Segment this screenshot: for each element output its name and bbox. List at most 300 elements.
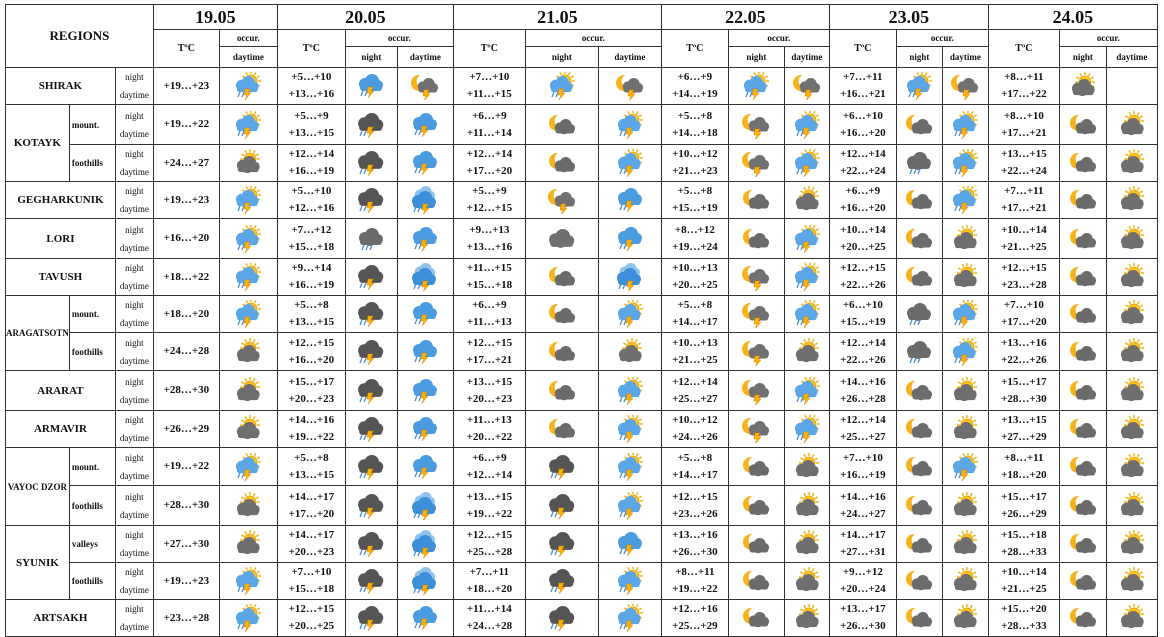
weather-cell bbox=[219, 333, 277, 371]
moon-cloud-icon bbox=[904, 567, 934, 595]
weather-cell bbox=[598, 296, 661, 333]
cloud-icon bbox=[547, 225, 577, 253]
weather-cell bbox=[525, 219, 598, 259]
weather-cell bbox=[345, 371, 397, 411]
temp-cell bbox=[453, 371, 525, 411]
daytime-temp: +19…+22 bbox=[288, 431, 335, 443]
temp-header: TºC bbox=[988, 30, 1059, 68]
night-temp: +15…+17 bbox=[288, 375, 335, 388]
moon-storm-icon bbox=[410, 72, 440, 100]
night-temp: +10…+12 bbox=[672, 148, 718, 160]
weather-cell bbox=[397, 219, 453, 259]
heavy-storm-icon bbox=[410, 567, 440, 595]
daytime-temp: +18…+20 bbox=[1001, 468, 1047, 481]
weather-cell bbox=[1059, 259, 1106, 296]
moon-storm-icon bbox=[950, 72, 980, 100]
sun-storm-icon bbox=[904, 72, 934, 100]
sun-storm-icon bbox=[233, 225, 263, 253]
weather-cell bbox=[1106, 182, 1157, 219]
subregion-label: foothills bbox=[69, 333, 115, 371]
temp-cell bbox=[988, 219, 1059, 259]
sun-cloud-icon bbox=[233, 530, 263, 558]
night-temp: +15…+18 bbox=[1001, 529, 1047, 541]
night-temp: +13…+15 bbox=[1001, 414, 1047, 426]
weather-cell bbox=[728, 219, 784, 259]
weather-cell bbox=[525, 145, 598, 182]
weather-cell bbox=[598, 68, 661, 105]
weather-cell bbox=[598, 448, 661, 486]
night-temp: +13…+15 bbox=[466, 375, 513, 388]
occur-header: occur. bbox=[896, 30, 988, 47]
daytime-temp: +20…+22 bbox=[466, 431, 513, 443]
daytime-temp: +17…+20 bbox=[288, 507, 335, 520]
night-temp: +7…+10 bbox=[842, 451, 883, 464]
weather-cell bbox=[525, 68, 598, 105]
night-temp: +8…+11 bbox=[1004, 71, 1044, 83]
night-label: night bbox=[125, 72, 144, 82]
period-labels bbox=[115, 296, 153, 333]
moon-cloud-icon bbox=[547, 377, 577, 405]
sun-storm-icon bbox=[950, 111, 980, 139]
temp-cell bbox=[153, 105, 219, 145]
period-labels bbox=[115, 411, 153, 448]
night-temp: +12…+15 bbox=[288, 336, 335, 349]
daytime-label: daytime bbox=[119, 281, 149, 291]
temp-cell bbox=[453, 105, 525, 145]
night-temp: +12…+15 bbox=[466, 336, 513, 349]
daytime-temp: +24…+28 bbox=[466, 620, 513, 632]
moon-cloud-icon bbox=[1068, 453, 1098, 481]
daytime-temp: +19…+22 bbox=[163, 460, 210, 472]
night-temp: +13…+15 bbox=[1001, 148, 1047, 160]
daytime-temp: +20…+23 bbox=[466, 392, 513, 405]
temp-cell bbox=[661, 333, 728, 371]
night-label: night bbox=[125, 300, 144, 310]
weather-cell bbox=[1059, 486, 1106, 526]
daytime-label: daytime bbox=[119, 394, 149, 405]
region-name: KOTAYK bbox=[6, 105, 70, 182]
night-label: night bbox=[125, 224, 144, 235]
weather-cell bbox=[397, 563, 453, 600]
weather-cell bbox=[397, 145, 453, 182]
daytime-label: daytime bbox=[119, 204, 149, 214]
night-label: night bbox=[125, 530, 144, 540]
weather-cell bbox=[1106, 68, 1157, 105]
cloud-rain-icon bbox=[356, 225, 386, 253]
sun-storm-icon bbox=[950, 186, 980, 214]
temp-cell bbox=[829, 333, 896, 371]
sun-cloud-icon bbox=[1117, 604, 1147, 632]
sun-storm-icon bbox=[950, 453, 980, 481]
daytime-header: daytime bbox=[219, 47, 277, 68]
weather-cell bbox=[345, 486, 397, 526]
weather-cell bbox=[525, 259, 598, 296]
weather-cell bbox=[1106, 219, 1157, 259]
daytime-temp: +11…+15 bbox=[466, 88, 512, 100]
region-row bbox=[6, 68, 1158, 105]
region-row bbox=[6, 219, 1158, 259]
night-temp: +6…+9 bbox=[677, 71, 713, 83]
night-temp: +9…+14 bbox=[291, 262, 332, 274]
storm-icon bbox=[410, 300, 440, 328]
temp-cell bbox=[277, 563, 345, 600]
weather-forecast-table bbox=[5, 4, 1158, 637]
temp-cell bbox=[829, 371, 896, 411]
period-labels bbox=[115, 145, 153, 182]
daytime-temp: +17…+21 bbox=[1001, 202, 1047, 214]
night-temp: +10…+12 bbox=[672, 414, 718, 426]
temp-cell bbox=[829, 563, 896, 600]
weather-cell bbox=[784, 259, 829, 296]
night-temp: +9…+12 bbox=[842, 566, 883, 578]
moon-cloud-icon bbox=[1068, 149, 1098, 177]
moon-cloud-icon bbox=[1068, 225, 1098, 253]
night-temp: +12…+14 bbox=[288, 148, 335, 160]
night-label: night bbox=[125, 567, 144, 577]
sun-storm-icon bbox=[233, 263, 263, 291]
temp-header: TºC bbox=[453, 30, 525, 68]
daytime-label: daytime bbox=[119, 433, 149, 443]
night-temp: +9…+13 bbox=[469, 223, 510, 236]
sun-cloud-icon bbox=[950, 263, 980, 291]
temp-cell bbox=[661, 526, 728, 563]
storm-icon bbox=[410, 453, 440, 481]
weather-cell bbox=[942, 68, 988, 105]
dark-cloud-storm-icon bbox=[356, 567, 386, 595]
daytime-temp: +18…+22 bbox=[163, 270, 210, 283]
daytime-temp: +20…+24 bbox=[840, 583, 886, 595]
sun-cloud-icon bbox=[1117, 415, 1147, 443]
temp-cell bbox=[661, 600, 728, 637]
daytime-temp: +12…+15 bbox=[466, 202, 513, 214]
weather-cell bbox=[397, 526, 453, 563]
daytime-temp: +14…+17 bbox=[672, 316, 718, 328]
daytime-temp: +19…+22 bbox=[466, 507, 513, 520]
weather-cell bbox=[525, 296, 598, 333]
temp-cell bbox=[277, 259, 345, 296]
weather-cell bbox=[1059, 105, 1106, 145]
weather-cell bbox=[219, 448, 277, 486]
weather-cell bbox=[896, 145, 942, 182]
daytime-temp: +23…+28 bbox=[1001, 279, 1047, 291]
period-labels bbox=[115, 563, 153, 600]
daytime-label: daytime bbox=[119, 585, 149, 595]
sun-storm-icon bbox=[615, 415, 645, 443]
temp-cell bbox=[277, 145, 345, 182]
subregion-label: mount. bbox=[69, 296, 115, 333]
temp-cell bbox=[829, 411, 896, 448]
moon-cloud-icon bbox=[547, 338, 577, 366]
sun-storm-icon bbox=[233, 453, 263, 481]
temp-cell bbox=[453, 259, 525, 296]
sun-storm-icon bbox=[792, 149, 822, 177]
moon-cloud-icon bbox=[904, 111, 934, 139]
moon-cloud-icon bbox=[904, 263, 934, 291]
weather-cell bbox=[728, 145, 784, 182]
sun-cloud-icon bbox=[1117, 111, 1147, 139]
weather-cell bbox=[598, 259, 661, 296]
temp-cell bbox=[277, 600, 345, 637]
temp-header: TºC bbox=[153, 30, 219, 68]
weather-cell bbox=[728, 600, 784, 637]
daytime-temp: +16…+19 bbox=[288, 165, 335, 177]
moon-cloud-icon bbox=[741, 492, 771, 520]
temp-cell bbox=[829, 68, 896, 105]
temp-cell bbox=[988, 526, 1059, 563]
daytime-temp: +27…+29 bbox=[1001, 431, 1047, 443]
dark-cloud-storm-icon bbox=[356, 111, 386, 139]
night-header: night bbox=[896, 47, 942, 68]
daytime-temp: +28…+33 bbox=[1001, 620, 1047, 632]
weather-cell bbox=[1059, 296, 1106, 333]
sun-cloud-icon bbox=[792, 530, 822, 558]
weather-cell bbox=[1106, 296, 1157, 333]
sun-cloud-icon bbox=[950, 415, 980, 443]
night-temp: +6…+10 bbox=[842, 109, 883, 122]
weather-cell bbox=[896, 371, 942, 411]
daytime-temp: +24…+26 bbox=[672, 431, 718, 443]
weather-cell bbox=[219, 371, 277, 411]
weather-cell bbox=[896, 333, 942, 371]
weather-cell bbox=[1106, 448, 1157, 486]
sun-cloud-icon bbox=[615, 338, 645, 366]
temp-cell bbox=[829, 259, 896, 296]
heavy-storm-icon bbox=[615, 263, 645, 291]
moon-cloud-icon bbox=[904, 604, 934, 632]
weather-cell bbox=[397, 259, 453, 296]
weather-cell bbox=[598, 333, 661, 371]
sun-storm-icon bbox=[792, 263, 822, 291]
daytime-temp: +13…+15 bbox=[288, 316, 335, 328]
moon-cloud-icon bbox=[1068, 492, 1098, 520]
weather-cell bbox=[1106, 486, 1157, 526]
moon-cloud-icon bbox=[1068, 111, 1098, 139]
night-temp: +7…+12 bbox=[291, 223, 332, 236]
period-labels bbox=[115, 105, 153, 145]
sun-cloud-icon bbox=[1117, 492, 1147, 520]
weather-cell bbox=[345, 259, 397, 296]
night-temp: +13…+16 bbox=[1001, 336, 1047, 349]
daytime-temp: +28…+30 bbox=[1001, 392, 1047, 405]
night-temp: +7…+11 bbox=[843, 71, 883, 83]
sun-cloud-icon bbox=[950, 377, 980, 405]
temp-cell bbox=[829, 486, 896, 526]
weather-cell bbox=[598, 486, 661, 526]
weather-cell bbox=[525, 371, 598, 411]
sun-storm-icon bbox=[615, 149, 645, 177]
daytime-temp: +15…+19 bbox=[840, 316, 886, 328]
weather-cell bbox=[942, 145, 988, 182]
occur-header: occur. bbox=[728, 30, 829, 47]
daytime-temp: +26…+30 bbox=[840, 620, 886, 632]
sun-storm-icon bbox=[233, 186, 263, 214]
dark-cloud-storm-icon bbox=[547, 530, 577, 558]
date-header: 21.05 bbox=[453, 5, 661, 30]
temp-cell bbox=[277, 182, 345, 219]
storm-icon bbox=[410, 338, 440, 366]
daytime-temp: +21…+23 bbox=[672, 165, 718, 177]
weather-cell bbox=[942, 105, 988, 145]
weather-cell bbox=[345, 600, 397, 637]
temp-cell bbox=[153, 600, 219, 637]
weather-cell bbox=[784, 411, 829, 448]
daytime-temp: +23…+26 bbox=[672, 507, 718, 520]
weather-cell bbox=[784, 448, 829, 486]
forecast-container bbox=[5, 4, 1158, 637]
night-label: night bbox=[125, 263, 144, 273]
temp-cell bbox=[829, 219, 896, 259]
daytime-temp: +16…+20 bbox=[163, 232, 210, 244]
night-label: night bbox=[125, 376, 144, 387]
moon-cloud-icon bbox=[741, 225, 771, 253]
daytime-temp: +17…+22 bbox=[1001, 88, 1047, 100]
temp-cell bbox=[829, 105, 896, 145]
night-temp: +6…+10 bbox=[842, 299, 883, 311]
sun-cloud-icon bbox=[1117, 263, 1147, 291]
temp-cell bbox=[277, 219, 345, 259]
region-row bbox=[6, 411, 1158, 448]
temp-cell bbox=[277, 448, 345, 486]
sun-cloud-icon bbox=[950, 492, 980, 520]
daytime-temp: +25…+28 bbox=[466, 546, 513, 558]
temp-cell bbox=[153, 219, 219, 259]
region-row bbox=[6, 371, 1158, 411]
moon-storm-icon bbox=[741, 111, 771, 139]
weather-cell bbox=[896, 563, 942, 600]
weather-cell bbox=[728, 411, 784, 448]
weather-cell bbox=[1106, 105, 1157, 145]
night-temp: +12…+15 bbox=[840, 262, 886, 274]
weather-cell bbox=[345, 182, 397, 219]
night-temp: +10…+13 bbox=[672, 262, 718, 274]
storm-icon bbox=[410, 377, 440, 405]
date-header: 20.05 bbox=[277, 5, 453, 30]
weather-cell bbox=[784, 333, 829, 371]
weather-cell bbox=[345, 448, 397, 486]
moon-cloud-icon bbox=[547, 415, 577, 443]
sun-cloud-icon bbox=[1117, 300, 1147, 328]
storm-icon bbox=[410, 415, 440, 443]
weather-cell bbox=[942, 182, 988, 219]
sun-storm-icon bbox=[741, 72, 771, 100]
daytime-temp: +17…+21 bbox=[466, 353, 513, 366]
weather-cell bbox=[525, 563, 598, 600]
region-row bbox=[6, 259, 1158, 296]
dark-cloud-storm-icon bbox=[356, 149, 386, 177]
moon-cloud-icon bbox=[1068, 415, 1098, 443]
sun-cloud-icon bbox=[792, 604, 822, 632]
weather-cell bbox=[397, 296, 453, 333]
weather-cell bbox=[1106, 411, 1157, 448]
region-row bbox=[6, 563, 1158, 600]
daytime-temp: +26…+29 bbox=[1001, 507, 1047, 520]
temp-cell bbox=[661, 145, 728, 182]
sun-storm-icon bbox=[233, 300, 263, 328]
weather-cell bbox=[728, 105, 784, 145]
temp-cell bbox=[453, 333, 525, 371]
moon-cloud-icon bbox=[741, 453, 771, 481]
sun-storm-icon bbox=[547, 72, 577, 100]
weather-cell bbox=[942, 333, 988, 371]
night-temp: +5…+9 bbox=[472, 185, 507, 197]
daytime-header: daytime bbox=[1106, 47, 1157, 68]
daytime-temp: +12…+14 bbox=[466, 468, 513, 481]
night-label: night bbox=[125, 452, 144, 463]
temp-cell bbox=[153, 371, 219, 411]
daytime-temp: +14…+18 bbox=[672, 126, 718, 139]
night-temp: +8…+10 bbox=[1003, 109, 1044, 122]
sun-storm-icon bbox=[233, 567, 263, 595]
night-temp: +7…+10 bbox=[291, 566, 332, 578]
region-row bbox=[6, 182, 1158, 219]
sun-cloud-icon bbox=[792, 453, 822, 481]
daytime-temp: +13…+16 bbox=[288, 88, 335, 100]
daytime-temp: +22…+26 bbox=[840, 279, 886, 291]
night-temp: +7…+11 bbox=[1004, 185, 1044, 197]
moon-cloud-icon bbox=[1068, 338, 1098, 366]
sun-storm-icon bbox=[615, 300, 645, 328]
sun-storm-icon bbox=[792, 111, 822, 139]
night-temp: +8…+11 bbox=[1004, 451, 1044, 464]
temp-cell bbox=[453, 563, 525, 600]
weather-cell bbox=[598, 219, 661, 259]
region-row bbox=[6, 600, 1158, 637]
night-temp: +10…+14 bbox=[1001, 223, 1047, 236]
temp-cell bbox=[988, 411, 1059, 448]
temp-cell bbox=[277, 371, 345, 411]
weather-cell bbox=[896, 448, 942, 486]
daytime-label: daytime bbox=[119, 90, 149, 100]
moon-cloud-icon bbox=[741, 186, 771, 214]
weather-cell bbox=[896, 296, 942, 333]
moon-cloud-icon bbox=[904, 530, 934, 558]
dark-cloud-storm-icon bbox=[356, 604, 386, 632]
night-temp: +12…+14 bbox=[840, 414, 886, 426]
moon-cloud-icon bbox=[547, 300, 577, 328]
daytime-temp: +20…+25 bbox=[840, 240, 886, 253]
daytime-temp: +15…+19 bbox=[672, 202, 718, 214]
night-temp: +15…+17 bbox=[1001, 490, 1047, 503]
sun-cloud-icon bbox=[950, 604, 980, 632]
storm-icon bbox=[615, 225, 645, 253]
weather-cell bbox=[942, 371, 988, 411]
regions-header: REGIONS bbox=[6, 5, 154, 68]
temp-cell bbox=[153, 182, 219, 219]
moon-cloud-icon bbox=[547, 149, 577, 177]
weather-cell bbox=[896, 486, 942, 526]
temp-cell bbox=[829, 600, 896, 637]
weather-cell bbox=[728, 448, 784, 486]
night-temp: +14…+16 bbox=[840, 375, 886, 388]
daytime-temp: +21…+25 bbox=[1001, 583, 1047, 595]
night-temp: +5…+10 bbox=[291, 185, 332, 197]
night-temp: +7…+11 bbox=[469, 566, 510, 578]
dark-cloud-storm-icon bbox=[356, 453, 386, 481]
daytime-temp: +17…+20 bbox=[1001, 316, 1047, 328]
temp-cell bbox=[661, 219, 728, 259]
region-row bbox=[6, 296, 1158, 333]
temp-cell bbox=[661, 259, 728, 296]
weather-cell bbox=[896, 219, 942, 259]
dark-cloud-storm-icon bbox=[356, 377, 386, 405]
weather-cell bbox=[598, 526, 661, 563]
daytime-temp: +16…+20 bbox=[840, 126, 886, 139]
night-temp: +5…+8 bbox=[294, 299, 329, 311]
weather-cell bbox=[942, 448, 988, 486]
weather-cell bbox=[728, 259, 784, 296]
temp-cell bbox=[661, 105, 728, 145]
weather-cell bbox=[784, 371, 829, 411]
